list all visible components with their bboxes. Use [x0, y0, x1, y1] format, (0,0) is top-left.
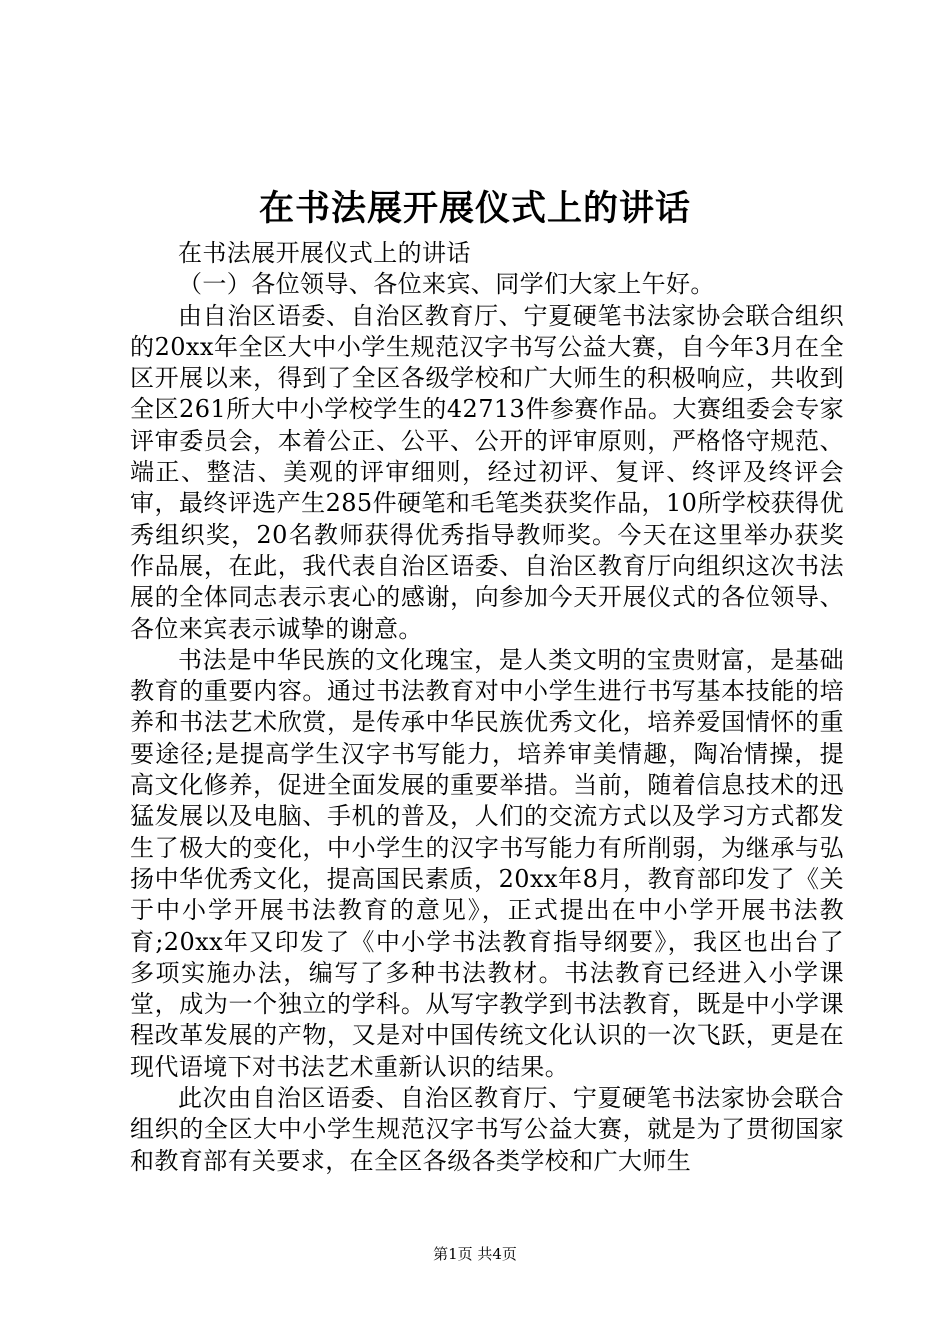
- paragraph-greeting: （一）各位领导、各位来宾、同学们大家上午好。: [178, 270, 715, 299]
- document-title: 在书法展开展仪式上的讲话: [258, 188, 691, 229]
- page-footer: 第1页 共4页: [433, 1245, 517, 1263]
- paragraph-contest-summary: 由自治区语委、自治区教育厅、宁夏硬笔书法家协会联合组织的20xx年全区大中小学生规范汉字书写公益大赛，自今年3月在全区开展以来，得到了全区各级学校和广大师生的积极响应，共收到全区261所大中小学校学生的42713件参赛作品。大赛组委会专家评审委员会，本着公正、公平、公开的评审原则，严格恪守规范、端正、整洁、美观的评审细则，经过初评、复评、终评及终评会审，最终评选产生285件硬笔和毛笔类获奖作品，10所学校获得优秀组织奖，20名教师获得优秀指导教师奖。今天在这里举办获奖作品展，在此，我代表自治区语委、自治区教育厅向组织这次书法展的全体同志表示衷心的感谢，向参加今天开展仪式的各位领导、各位来宾表示诚挚的谢意。: [130, 301, 844, 643]
- paragraph-contest-purpose: 此次由自治区语委、自治区教育厅、宁夏硬笔书法家协会联合组织的全区大中小学生规范汉字书写公益大赛，就是为了贯彻国家和教育部有关要求，在全区各级各类学校和广大师生: [130, 1084, 844, 1175]
- document-body: [130, 238, 844, 1177]
- paragraph-subtitle: 在书法展开展仪式上的讲话: [178, 239, 471, 267]
- paragraph-calligraphy-education: 书法是中华民族的文化瑰宝，是人类文明的宝贵财富，是基础教育的重要内容。通过书法教育对中小学生进行书写基本技能的培养和书法艺术欣赏，是传承中华民族优秀文化，培养爱国情怀的重要途径;是提高学生汉字书写能力，培养审美情趣，陶冶情操，提高文化修养，促进全面发展的重要举措。当前，随着信息技术的迅猛发展以及电脑、手机的普及，人们的交流方式以及学习方式都发生了极大的变化，中小学生的汉字书写能力有所削弱，为继承与弘扬中华优秀文化，提高国民素质，20xx年8月，教育部印发了《关于中小学开展书法教育的意见》，正式提出在中小学开展书法教育;20xx年又印发了《中小学书法教育指导纲要》，我区也出台了多项实施办法，编写了多种书法教材。书法教育已经进入小学课堂，成为一个独立的学科。从写字教学到书法教育，既是中小学课程改革发展的产物，又是对中国传统文化认识的一次飞跃，更是在现代语境下对书法艺术重新认识的结果。: [130, 645, 844, 1081]
